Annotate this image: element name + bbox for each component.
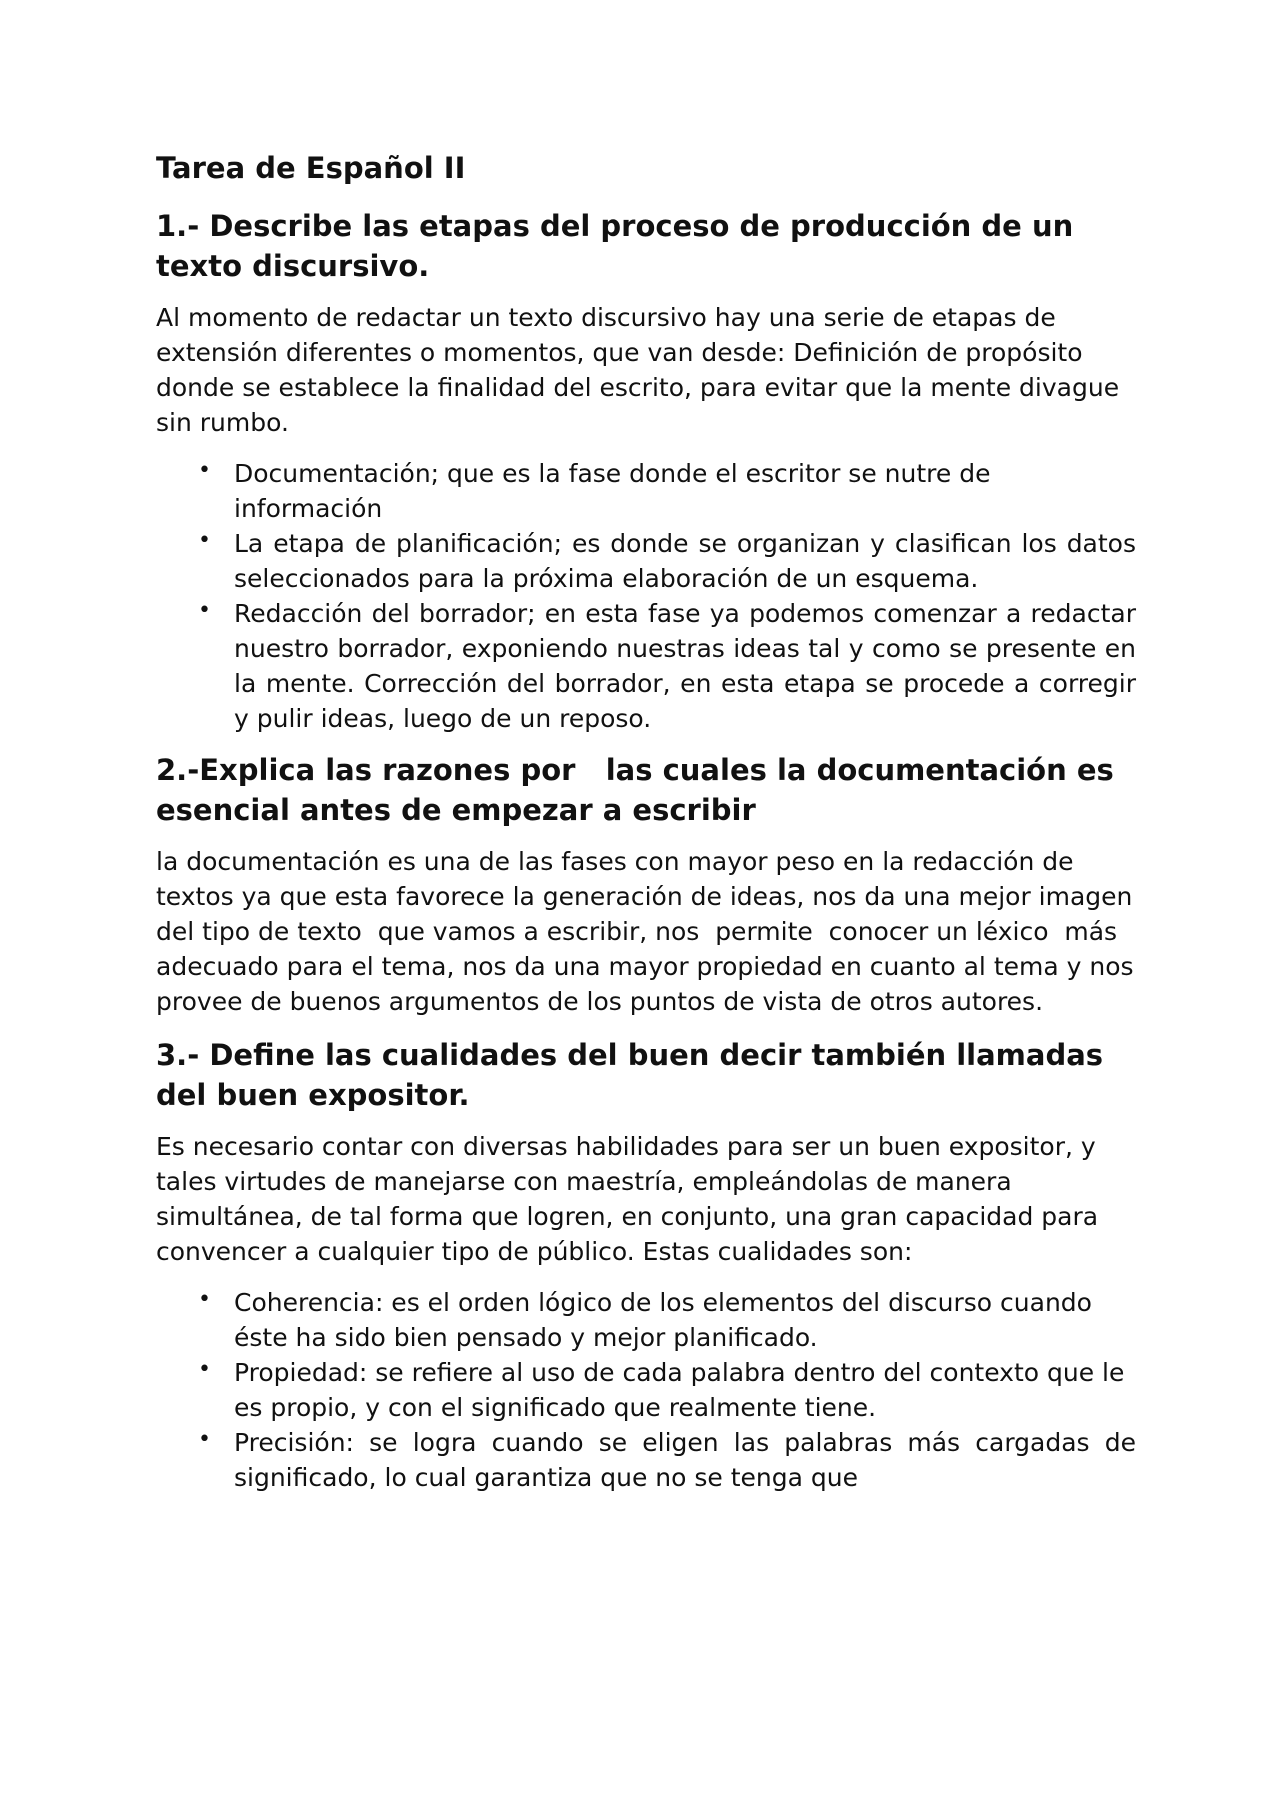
list-item [156,1355,1136,1425]
list-item [156,596,1136,736]
list-item-text: Precisión: se logra cuando se eligen las palabras más cargadas de significado, lo cual garantiza que no se tenga que [234,1427,1136,1492]
list-item [156,456,1136,526]
document-title: Tarea de Español II [156,151,466,185]
list-item-text: Propiedad: se refiere al uso de cada palabra dentro del contexto que le es propio, y con el significado que realmente tiene. [234,1357,1125,1422]
bullet-icon: • [198,1286,211,1312]
list-item-text: La etapa de planificación; es donde se organizan y clasifican los datos seleccionados para la próxima elaboración de un esquema. [234,528,1136,593]
bullet-icon: • [198,597,211,623]
answer-1-paragraph: Al momento de redactar un texto discursivo hay una serie de etapas de extensión diferentes o momentos, que van desde: Definición de propósito donde se establece la finalidad del escrito, para evitar que la mente divague sin rumbo. [156,302,1120,437]
list-item-text: Documentación; que es la fase donde el escritor se nutre de información [234,458,991,523]
bullet-icon: • [198,1356,211,1382]
answer-1-list [156,456,1136,736]
answer-2-paragraph: la documentación es una de las fases con mayor peso en la redacción de textos ya que esta favorece la generación de ideas, nos da una mejor imagen del tipo de texto que vamos a escribir, nos permite conocer un léxico más adecuado para el tema, nos da una mayor propiedad en cuanto al tema y nos provee de buenos argumentos de los puntos de vista de otros autores. [156,846,1142,1016]
question-1-heading: 1.- Describe las etapas del proceso de producción de un texto discursivo. [156,208,1074,283]
list-item-text: Redacción del borrador; en esta fase ya podemos comenzar a redactar nuestro borrador, exponiendo nuestras ideas tal y como se presente en la mente. Corrección del borrador, en esta etapa se procede a corregir y pulir ideas, luego de un reposo. [234,598,1136,733]
document-page [156,150,1142,1509]
answer-3-list [156,1285,1136,1495]
bullet-icon: • [198,457,211,483]
bullet-icon: • [198,1426,211,1452]
list-item [156,1425,1136,1495]
list-item [156,526,1136,596]
question-3-heading: 3.- Define las cualidades del buen decir también llamadas del buen expositor. [156,1037,1104,1112]
question-2-heading: 2.-Explica las razones por las cuales la documentación es esencial antes de empezar a escribir [156,752,1124,827]
bullet-icon: • [198,527,211,553]
list-item [156,1285,1136,1355]
answer-3-paragraph: Es necesario contar con diversas habilidades para ser un buen expositor, y tales virtudes de manejarse con maestría, empleándolas de manera simultánea, de tal forma que logren, en conjunto, una gran capacidad para convencer a cualquier tipo de público. Estas cualidades son: [156,1131,1099,1266]
list-item-text: Coherencia: es el orden lógico de los elementos del discurso cuando éste ha sido bien pensado y mejor planificado. [234,1287,1092,1352]
